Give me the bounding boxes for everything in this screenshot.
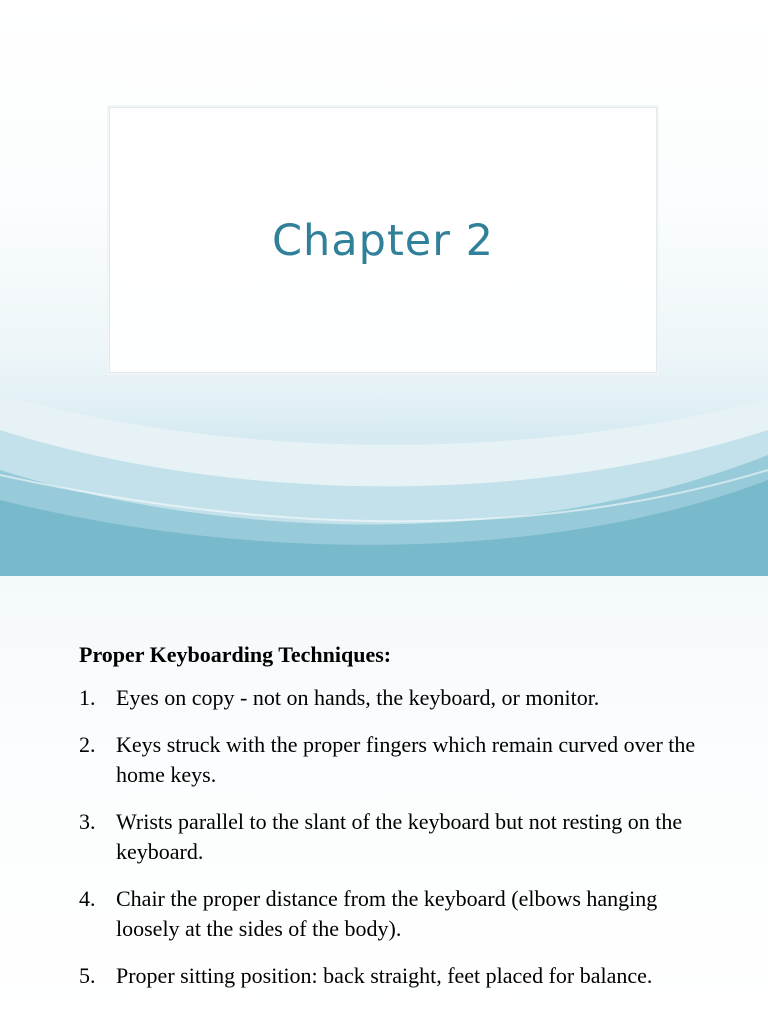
list-item-number: 2.	[79, 732, 96, 757]
list-item	[79, 730, 719, 790]
list-item-text: Proper sitting position: back straight, feet placed for balance.	[116, 963, 653, 988]
technique-list	[79, 683, 719, 1008]
title-box	[109, 107, 657, 373]
content-slide	[0, 576, 768, 1024]
list-item	[79, 961, 719, 991]
list-item-text: Chair the proper distance from the keyboard (elbows hanging loosely at the sides of the body).	[116, 886, 658, 941]
list-item-text: Eyes on copy - not on hands, the keyboard, or monitor.	[116, 685, 600, 710]
list-item	[79, 884, 719, 944]
list-item-number: 1.	[79, 685, 96, 710]
list-item-number: 3.	[79, 809, 96, 834]
list-item-number: 4.	[79, 886, 96, 911]
list-item-text: Keys struck with the proper fingers which remain curved over the home keys.	[116, 732, 696, 787]
list-item	[79, 683, 719, 713]
list-item	[79, 807, 719, 867]
list-heading: Proper Keyboarding Techniques:	[79, 642, 392, 667]
list-item-text: Wrists parallel to the slant of the keyboard but not resting on the keyboard.	[116, 809, 683, 864]
slide-title: Chapter 2	[272, 216, 494, 266]
list-item-number: 5.	[79, 963, 96, 988]
